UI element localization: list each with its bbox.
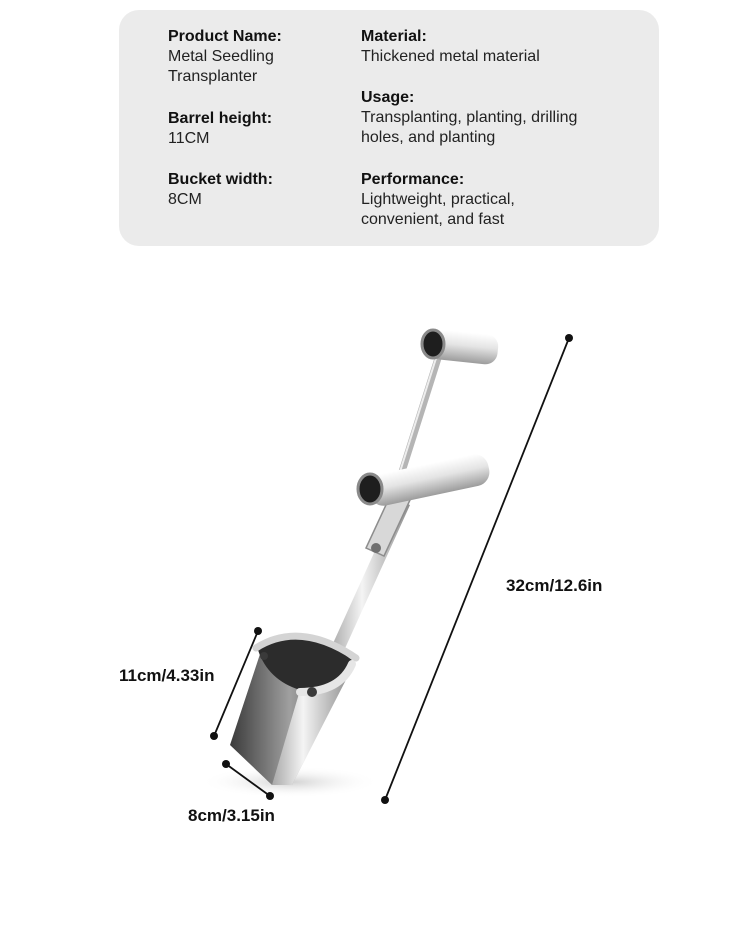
spec-value: Transplanting, planting, drilling holes, and planting bbox=[361, 109, 578, 146]
middle-handle bbox=[358, 452, 492, 509]
spec-label: Performance: bbox=[361, 171, 465, 188]
spec-label: Product Name: bbox=[168, 28, 282, 45]
top-handle bbox=[422, 329, 499, 366]
dimension-total-length bbox=[381, 334, 573, 804]
label-barrel-height: 11cm/4.33in bbox=[119, 666, 215, 685]
label-total-length: 32cm/12.6in bbox=[506, 576, 603, 595]
spec-value: 11CM bbox=[168, 130, 210, 147]
upper-rod bbox=[400, 352, 440, 478]
spec-value: Thickened metal material bbox=[361, 48, 540, 65]
spec-value: 8CM bbox=[168, 191, 202, 208]
sleeve-bolt bbox=[371, 543, 381, 553]
spec-label: Barrel height: bbox=[168, 110, 273, 127]
spec-label: Bucket width: bbox=[168, 171, 273, 188]
spec-value: Metal Seedling Transplanter bbox=[168, 48, 274, 85]
upper-rod-highlight bbox=[398, 352, 438, 478]
label-bucket-width: 8cm/3.15in bbox=[188, 806, 275, 825]
spec-label: Usage: bbox=[361, 89, 415, 106]
spec-value: Lightweight, practical, convenient, and fast bbox=[361, 191, 515, 228]
barrel bbox=[230, 636, 356, 785]
spec-label: Material: bbox=[361, 28, 427, 45]
